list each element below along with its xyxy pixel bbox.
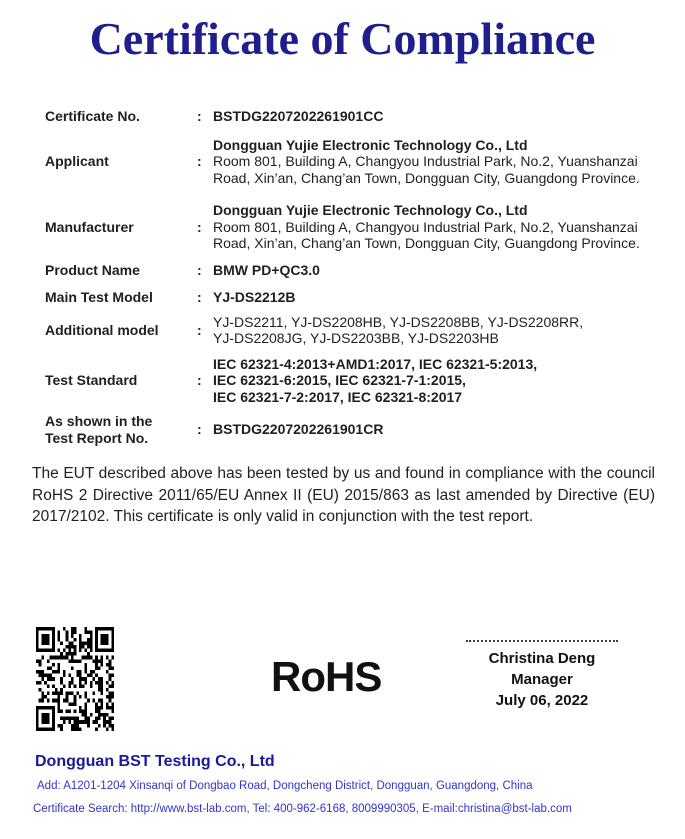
- compliance-statement: The EUT described above has been tested by us and found in compliance with the council RoHS 2 Directive 2011/65/EU Annex II (EU) 2015/863 as last amended by Directive (EU) 2017/2102. This certificate is only valid in conjunction with the test report.: [32, 465, 655, 525]
- certificate-no-value: BSTDG2207202261901CC: [213, 108, 384, 124]
- field-colon: :: [197, 321, 202, 338]
- field-colon: :: [197, 421, 202, 438]
- footer-address: Add: A1201-1204 Xinsanqi of Dongbao Road, Dongcheng District, Dongguan, Guangdong, China: [37, 780, 533, 792]
- additional-model-label: Additional model: [45, 321, 159, 338]
- additional-model-line2: YJ-DS2208JG, YJ-DS2203BB, YJ-DS2203HB: [213, 330, 499, 346]
- field-colon: :: [197, 289, 202, 305]
- manufacturer-label: Manufacturer: [45, 218, 134, 235]
- field-row-additional-model: [45, 314, 655, 347]
- test-standard-line3: IEC 62321-7-2:2017, IEC 62321-8:2017: [213, 388, 463, 405]
- field-row-certificate-no: [45, 108, 655, 125]
- footer: [33, 753, 665, 815]
- signature-dotted-line: [466, 640, 618, 642]
- certificate-no-label: Certificate No.: [45, 108, 140, 124]
- field-row-main-test-model: [45, 289, 655, 306]
- test-standard-line2: IEC 62321-6:2015, IEC 62321-7-1:2015,: [213, 372, 466, 388]
- footer-contact: Certificate Search: http://www.bst-lab.com, Tel: 400-962-6168, 8009990305, E-mail:christina@bst-lab.com: [33, 803, 572, 815]
- rohs-logo: RoHS: [271, 653, 382, 700]
- field-row-test-standard: [45, 356, 655, 406]
- signature-date: July 06, 2022: [495, 692, 589, 709]
- field-colon: :: [197, 108, 202, 124]
- additional-model-line1: YJ-DS2211, YJ-DS2208HB, YJ-DS2208BB, YJ-DS2208RR,: [213, 313, 584, 330]
- manufacturer-company: Dongguan Yujie Electronic Technology Co., Ltd: [213, 202, 528, 218]
- footer-company-name: Dongguan BST Testing Co., Ltd: [35, 753, 275, 770]
- field-colon: :: [197, 218, 202, 235]
- field-colon: :: [197, 153, 202, 169]
- product-name-label: Product Name: [45, 261, 140, 278]
- main-test-model-label: Main Test Model: [45, 289, 153, 305]
- applicant-address-line1: Room 801, Building A, Changyou Industrial Park, No.2, Yuanshanzai: [213, 153, 638, 169]
- applicant-company: Dongguan Yujie Electronic Technology Co., Ltd: [213, 136, 528, 153]
- field-row-manufacturer: [45, 202, 655, 252]
- applicant-address-line2: Road, Xin’an, Chang’an Town, Dongguan City, Guangdong Province.: [213, 169, 640, 186]
- test-report-no-label-line2: Test Report No.: [45, 429, 149, 446]
- signature-block: [453, 640, 631, 711]
- field-colon: :: [197, 372, 202, 388]
- test-standard-label: Test Standard: [45, 372, 138, 388]
- page-title: Certificate of Compliance: [89, 13, 596, 64]
- manufacturer-address-line1: Room 801, Building A, Changyou Industrial Park, No.2, Yuanshanzai: [213, 218, 638, 235]
- field-row-test-report-no: [45, 413, 655, 446]
- applicant-label: Applicant: [45, 153, 109, 169]
- test-report-no-label-line1: As shown in the: [45, 413, 153, 429]
- certificate-fields: [45, 108, 655, 446]
- signer-title: Manager: [511, 671, 573, 688]
- main-test-model-value: YJ-DS2212B: [213, 289, 296, 305]
- field-row-applicant: [45, 137, 655, 187]
- test-report-no-value: BSTDG2207202261901CR: [213, 421, 384, 438]
- test-standard-line1: IEC 62321-4:2013+AMD1:2017, IEC 62321-5:2013,: [213, 355, 538, 372]
- field-colon: :: [197, 261, 202, 278]
- field-row-product-name: [45, 262, 655, 279]
- signer-name: Christina Deng: [488, 650, 596, 667]
- manufacturer-address-line2: Road, Xin’an, Chang’an Town, Dongguan City, Guangdong Province.: [213, 235, 640, 251]
- qr-code: [36, 627, 114, 731]
- product-name-value: BMW PD+QC3.0: [213, 261, 320, 278]
